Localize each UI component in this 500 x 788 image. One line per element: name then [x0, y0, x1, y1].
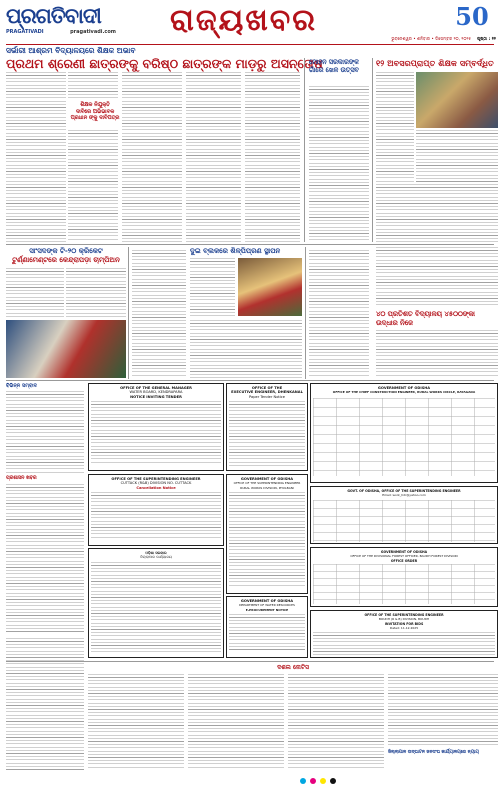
right-lead-headline: ୧୨ ଅବସରପ୍ରାପ୍ତ ଶିକ୍ଷକ ସମ୍ବର୍ଦ୍ଧିତ [376, 58, 494, 68]
ad-rural-works[interactable] [310, 383, 498, 483]
ad-dhenkanal[interactable] [226, 383, 308, 471]
ad3-title: OFFICE OF THE GENERAL MANAGER [120, 386, 192, 390]
ad10-line: E-PROCUREMENT NOTICE [245, 607, 289, 612]
ad3-sub: WATER BOARD, KENDRAPARA [129, 390, 183, 395]
sub-head-2: ଦାବିରେ ଅଭିଭାବକ [75, 108, 115, 115]
bottom-notice [88, 664, 498, 772]
ad4-title: OFFICE OF THE [251, 386, 283, 390]
date-text: ଭୁବନେଶ୍ୱର • ଶନିବାର • ଡିସେମ୍ବର ୨୦, ୨୦୨୫ [391, 36, 472, 41]
second-photo [6, 320, 126, 378]
ad2-title: GOVERNMENT OF ODISHA [377, 386, 431, 390]
ad1-date: Dated: 11.12.2025 [389, 626, 419, 631]
ad2-sub: OFFICE OF THE CHIEF CONSTRUCTION ENGINEER, RURAL WORKS CIRCLE, RAYAGADA [332, 390, 476, 395]
lead-body-col3 [122, 72, 182, 242]
right-lead-body-a [376, 72, 414, 182]
ad1-sub: BOUDH (R & B) DIVISION, BOUDH [378, 617, 430, 622]
left-column-body [6, 391, 84, 441]
left-column-tag: ବିଭିନ୍ନ ସମ୍ବାଦ [6, 383, 37, 389]
left-strip-body [6, 484, 84, 634]
ad8-title: GOVERNMENT OF ODISHA [380, 550, 428, 554]
registration-mark-cyan [300, 778, 306, 784]
ad-water-board[interactable] [88, 383, 224, 471]
sub-head-3: ପ୍ରଧାନ ଙ୍କୁ ଦାବିପତ୍ର [70, 115, 120, 122]
lead-body-col2 [68, 72, 118, 100]
ad6-line: Cancellation Notice [136, 485, 176, 490]
left-strip-headline: ପ୍ରଶାସନ ଖବର [6, 476, 37, 481]
ad9-sub: ଜିଲ୍ଲାପାଳ କାର୍ଯ୍ୟାଳୟ [140, 555, 172, 560]
ad1-title: OFFICE OF THE SUPERINTENDING ENGINEER [364, 613, 444, 617]
third-body-b [190, 320, 302, 378]
ad3-line: NOTICE INVITING TENDER [130, 394, 182, 399]
right-lead-body-c [376, 184, 498, 242]
ad1-line: INVITATION FOR BIDS [384, 621, 424, 626]
masthead-logo[interactable] [6, 3, 116, 39]
bottom-left-body [6, 638, 84, 770]
ad6-title: OFFICE OF THE SUPERINTENDING ENGINEER [111, 477, 201, 481]
right-lead-body-b [416, 130, 498, 182]
ad9-title: ଓଡ଼ିଶା ସରକାର [145, 551, 167, 555]
ad-boudh-bids[interactable] [310, 610, 498, 658]
masthead [0, 0, 500, 44]
third-body-a [190, 258, 235, 318]
ad10-title: GOVERNMENT OF ODISHA [240, 599, 294, 603]
right-lead-photo [416, 72, 498, 128]
left-column-body-2 [6, 443, 84, 473]
masthead-rule [6, 44, 494, 45]
masthead-logo-text: ପ୍ରଗତିବାଦୀ [6, 4, 101, 28]
lead-body-col5 [245, 72, 300, 242]
date-line [296, 35, 496, 43]
third-photo [238, 258, 302, 316]
fifty-years-emblem: 50 [455, 1, 489, 31]
bottom-final-headline: ଜିଲ୍ଲାପାଳ ଉଦ୍‌ଘାଟନ ଜନସଂଘ କାର୍ଯ୍ୟାଳୟରେ ନ୍ୟାୟ [388, 750, 479, 755]
page-number: ପୃଷ୍ଠା : ୧୨ [477, 36, 496, 41]
registration-mark-black [330, 778, 336, 784]
ad5-sub: Email: work_hdr@yahoo.com [382, 493, 426, 498]
registration-mark-yellow [320, 778, 326, 784]
second-story [6, 247, 126, 265]
second-body-b [66, 268, 126, 318]
ad-cuttack[interactable] [88, 474, 224, 546]
registration-mark-magenta [310, 778, 316, 784]
ad8-line: OFFICE ORDER [390, 558, 418, 563]
lead-headline: ପ୍ରଥମ ଶ୍ରେଣୀ ଛାତ୍ରଙ୍କୁ ବରିଷ୍ଠ ଛାତ୍ରଙ୍କ ମାଡ଼ରୁ ଅସନ୍ତୋଷ [6, 56, 323, 71]
ad-phulbani[interactable] [226, 474, 308, 594]
lead-body-col1 [6, 72, 66, 242]
ad5-title: GOVT. OF ODISHA, OFFICE OF THE SUPERINTENDING ENGINEER [347, 489, 461, 493]
masthead-logo-sub: PRAGATIVADI [6, 29, 44, 35]
ad7-sub: OFFICE OF THE SUPERINTENDING ENGINEER RURAL WORKS DIVISION, PHULBANI [233, 481, 301, 490]
masthead-website[interactable]: pragativadi.com [70, 29, 116, 35]
lead-body-col4 [186, 72, 241, 242]
third-body-left [132, 250, 186, 378]
lead-subhead-box [70, 102, 120, 128]
right-mid-headline: ୪୦ ପ୍ରତିଶତ ବିଦ୍ୟାଳୟ ୪୫୦୦ଙ୍କା ଉଦ୍ଧାର ନିଜେ [376, 310, 475, 327]
ad7-title: GOVERNMENT OF ODISHA [240, 477, 294, 481]
ad4-line: Paper Tender Notice [249, 394, 285, 399]
ad-baudh-forest[interactable] [310, 547, 498, 607]
second-headline-2: ଟୁର୍ଣ୍ଣାମେଣ୍ଟରେ କେନ୍ଦ୍ରାପଡ଼ା ଚାମ୍ପିଅନ [12, 256, 120, 264]
third-headline: ଦୁଇ ବ୍ଲକରେ ଶିଳ୍ପିପ୍ରଣ ସ୍ଥାପନ [190, 247, 281, 255]
section-title: ରାଜ୍ୟଖବର [170, 3, 317, 38]
right-mid-body [376, 330, 498, 378]
side-story-body [309, 86, 369, 242]
bottom-notice-title: ଦଶଲ ନୋଟିସ [277, 664, 309, 671]
second-body-a [6, 268, 64, 318]
lead-headline-kicker: ସର୍ଭାରୀ ଆଶ୍ରମ ବିଦ୍ୟାଳୟରେ ଶିକ୍ଷକ ଅଭାବ [6, 46, 136, 55]
ad-water-resources[interactable] [226, 596, 308, 658]
ad8-sub: OFFICE OF THE DIVISIONAL FOREST OFFICER, BAUDH FOREST DIVISION [350, 554, 458, 559]
ad6-sub: CUTTACK (R&B) DIVISION NO. CUTTACK [120, 481, 192, 486]
right-column-body-2 [376, 247, 498, 307]
side-story-headline: ମୋହନ ସରକାରଙ୍କ ଗାଁରେ ଖେଳ ଉତ୍ସବ [309, 58, 359, 74]
ad10-sub: DEPARTMENT OF WATER RESOURCES [239, 603, 295, 608]
sub-head-1: ଶିକ୍ଷକ ନିଯୁକ୍ତି [80, 102, 110, 108]
right-column-body [309, 250, 369, 378]
ad-district-collector[interactable] [88, 548, 224, 658]
ad4-sub: EXECUTIVE ENGINEER, DHENKANAL [231, 390, 303, 395]
second-headline: ସାଂସଦଙ୍କ ଟି-୨୦ କ୍ରିକେଟ [29, 247, 103, 255]
lead-body-col2b [68, 130, 118, 242]
ad-superintending[interactable] [310, 486, 498, 544]
